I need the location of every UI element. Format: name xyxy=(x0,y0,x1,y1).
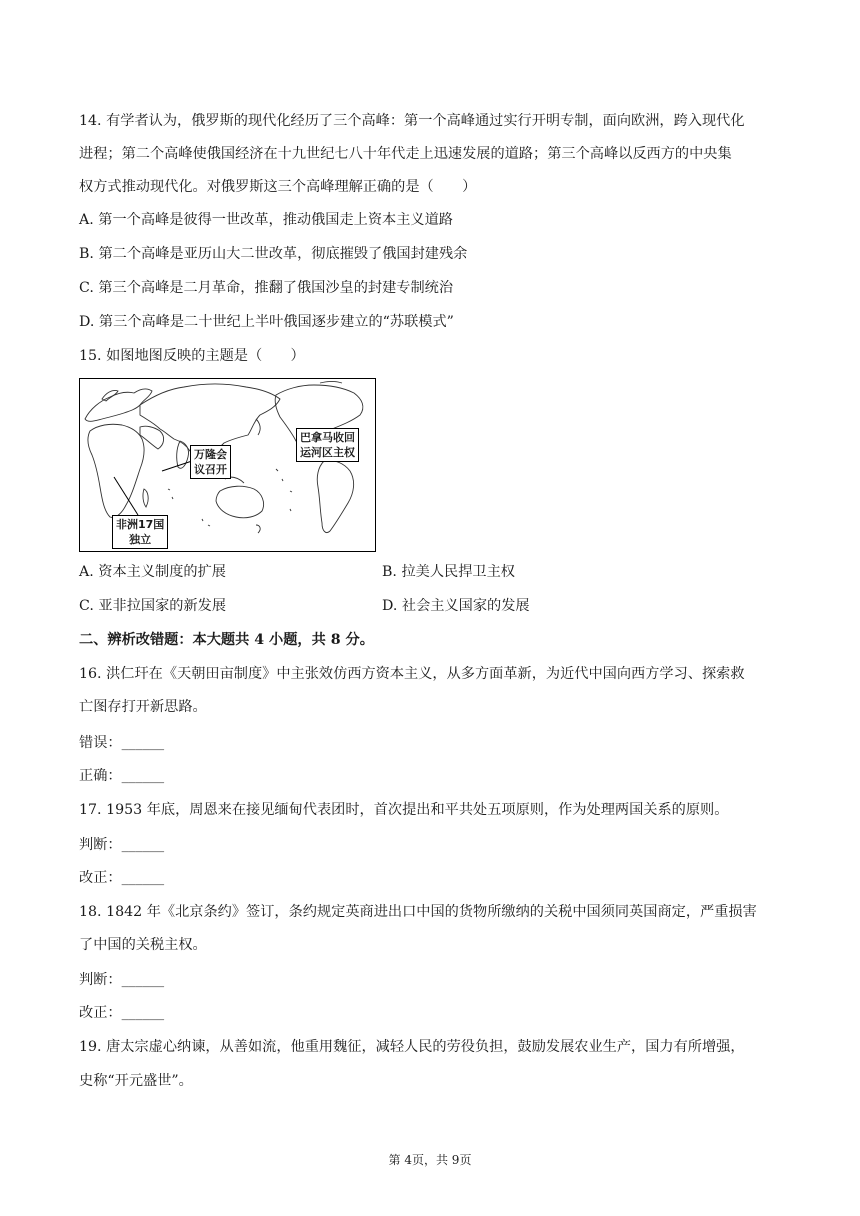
q19-stem-line1: 19. 唐太宗虚心纳谏，从善如流，他重用魏征，减轻人民的劳役负担，鼓励发展农业生产，国力有所增强， xyxy=(79,1039,745,1055)
q14-stem-line1: 14. 有学者认为，俄罗斯的现代化经历了三个高峰：第一个高峰通过实行开明专制，面向欧洲，跨入现代化 xyxy=(79,113,745,129)
q15-option-d: D. 社会主义国家的发展 xyxy=(382,598,530,614)
label-panama-canal xyxy=(296,428,359,462)
q18-answer-correction: 改正：______ xyxy=(79,1005,165,1021)
q16-stem-line1: 16. 洪仁玕在《天朝田亩制度》中主张效仿西方资本主义，从多方面革新，为近代中国向西方学习、探索救 xyxy=(79,666,745,682)
q19-stem-line2: 史称“开元盛世”。 xyxy=(79,1073,193,1089)
q14-option-a: A. 第一个高峰是彼得一世改革，推动俄国走上资本主义道路 xyxy=(79,212,453,228)
label-panama-line2: 运河区主权 xyxy=(300,446,355,459)
label-africa-independence xyxy=(112,515,168,549)
label-bandung-line1: 万隆会 xyxy=(194,448,227,461)
q15-stem: 15. 如图地图反映的主题是（ ） xyxy=(79,348,305,364)
q18-stem-line1: 18. 1842 年《北京条约》签订，条约规定英商进出口中国的货物所缴纳的关税中国须同英国商定，严重损害 xyxy=(79,904,757,920)
q14-option-c: C. 第三个高峰是二月革命，推翻了俄国沙皇的封建专制统治 xyxy=(79,280,454,296)
q14-stem-line2: 进程；第二个高峰使俄国经济在十九世纪七八十年代走上迅速发展的道路；第三个高峰以反西方的中央集 xyxy=(79,146,732,162)
q16-stem-line2: 亡图存打开新思路。 xyxy=(79,699,207,715)
page-number: 第 4页，共 9页 xyxy=(388,1153,472,1167)
world-map-figure xyxy=(79,378,376,552)
q17-answer-correction: 改正：______ xyxy=(79,870,165,886)
label-africa-line1: 非洲17国 xyxy=(116,518,165,531)
q15-option-a: A. 资本主义制度的扩展 xyxy=(79,564,226,580)
label-bandung-line2: 议召开 xyxy=(194,463,227,476)
section-heading: 二、辨析改错题：本大题共 4 小题，共 8 分。 xyxy=(79,632,374,648)
q14-option-b: B. 第二个高峰是亚历山大二世改革，彻底摧毁了俄国封建残余 xyxy=(79,246,468,262)
label-panama-line1: 巴拿马收回 xyxy=(300,431,355,444)
q16-answer-correct: 正确：______ xyxy=(79,768,165,784)
q17-stem: 17. 1953 年底，周恩来在接见缅甸代表团时，首次提出和平共处五项原则，作为处理两国关系的原则。 xyxy=(79,802,729,818)
q18-stem-line2: 了中国的关税主权。 xyxy=(79,937,207,953)
q16-answer-error: 错误：______ xyxy=(79,735,165,751)
q14-option-d: D. 第三个高峰是二十世纪上半叶俄国逐步建立的“苏联模式” xyxy=(79,314,454,330)
q17-answer-judgment: 判断：______ xyxy=(79,837,165,853)
q15-option-c: C. 亚非拉国家的新发展 xyxy=(79,598,227,614)
q15-option-b: B. 拉美人民捍卫主权 xyxy=(382,564,515,580)
label-bandung-conference xyxy=(190,445,231,479)
q18-answer-judgment: 判断：______ xyxy=(79,972,165,988)
label-africa-line2: 独立 xyxy=(129,533,152,546)
q14-stem-line3: 权方式推动现代化。对俄罗斯这三个高峰理解正确的是（ ） xyxy=(79,179,477,195)
